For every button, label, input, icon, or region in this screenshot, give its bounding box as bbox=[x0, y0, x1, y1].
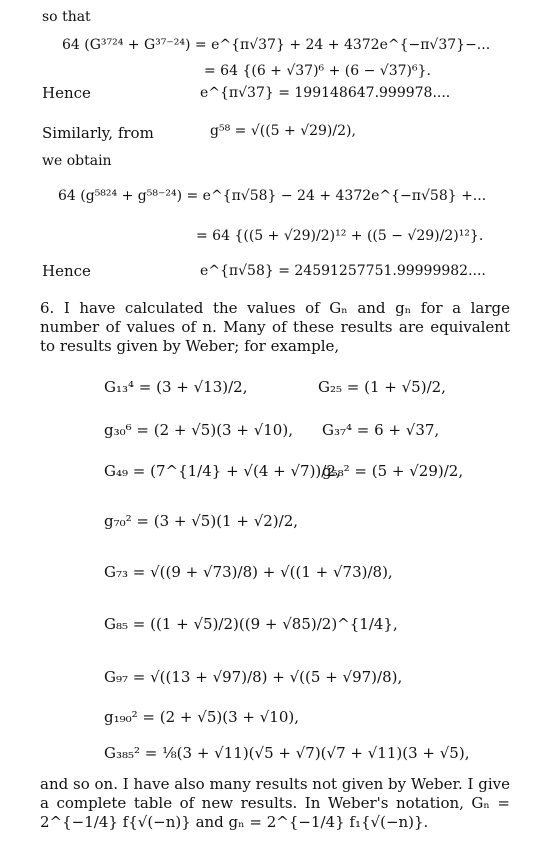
formula-g385: G₃₈₅² = ⅛(3 + √11)(√5 + √7)(√7 + √11)(3 + √5), bbox=[104, 744, 470, 762]
equation-1-rhs: = 64 {(6 + √37)⁶ + (6 − √37)⁶}. bbox=[204, 63, 431, 79]
equation-2-lhs: 64 (g⁵⁸²⁴ + g⁵⁸⁻²⁴) = e^{π√58} − 24 + 4372e^{−π√58} +... bbox=[58, 188, 487, 204]
equation-2-rhs: = 64 {((5 + √29)/2)¹² + ((5 − √29)/2)¹²}. bbox=[196, 228, 484, 244]
we-obtain-text: we obtain bbox=[42, 153, 112, 169]
similarly-equation: g⁵⁸ = √((5 + √29)/2), bbox=[210, 123, 356, 139]
hence-equation-1: e^{π√37} = 199148647.999978.... bbox=[200, 85, 451, 101]
formula-g73: G₇₃ = √((9 + √73)/8) + √((1 + √73)/8), bbox=[104, 563, 393, 581]
formula-g97: G₉₇ = √((13 + √97)/8) + √((5 + √97)/8), bbox=[104, 668, 403, 686]
formula-g37: G₃₇⁴ = 6 + √37, bbox=[322, 421, 440, 439]
paragraph-6: 6. I have calculated the values of Gₙ and gₙ for a large number of values of n. Many of these results are equivalent to results given by Weber; for example, bbox=[40, 299, 510, 355]
hence-equation-2: e^{π√58} = 24591257751.99999982.... bbox=[200, 263, 486, 279]
formula-g25: G₂₅ = (1 + √5)/2, bbox=[318, 378, 446, 396]
formula-g30: g₃₀⁶ = (2 + √5)(3 + √10), bbox=[104, 421, 293, 439]
formula-g85: G₈₅ = ((1 + √5)/2)((9 + √85)/2)^{1/4}, bbox=[104, 615, 398, 633]
hence-label-2: Hence bbox=[42, 262, 91, 280]
similarly-label: Similarly, from bbox=[42, 124, 154, 142]
hence-label-1: Hence bbox=[42, 84, 91, 102]
formula-g190: g₁₉₀² = (2 + √5)(3 + √10), bbox=[104, 708, 299, 726]
equation-1-lhs: 64 (G³⁷²⁴ + G³⁷⁻²⁴) = e^{π√37} + 24 + 4372e^{−π√37}−... bbox=[62, 37, 491, 53]
formula-g13: G₁₃⁴ = (3 + √13)/2, bbox=[104, 378, 248, 396]
formula-g49: G₄₉ = (7^{1/4} + √(4 + √7))/2, bbox=[104, 462, 341, 480]
so-that-text: so that bbox=[42, 9, 91, 25]
closing-paragraph: and so on. I have also many results not given by Weber. I give a complete table of new results. In Weber's notation, Gₙ = 2^{−1/4} f{√(−n)} and gₙ = 2^{−1/4} f₁{√(−n)}. bbox=[40, 775, 510, 831]
formula-g58: g₅₈² = (5 + √29)/2, bbox=[322, 462, 464, 480]
formula-g70: g₇₀² = (3 + √5)(1 + √2)/2, bbox=[104, 512, 299, 530]
